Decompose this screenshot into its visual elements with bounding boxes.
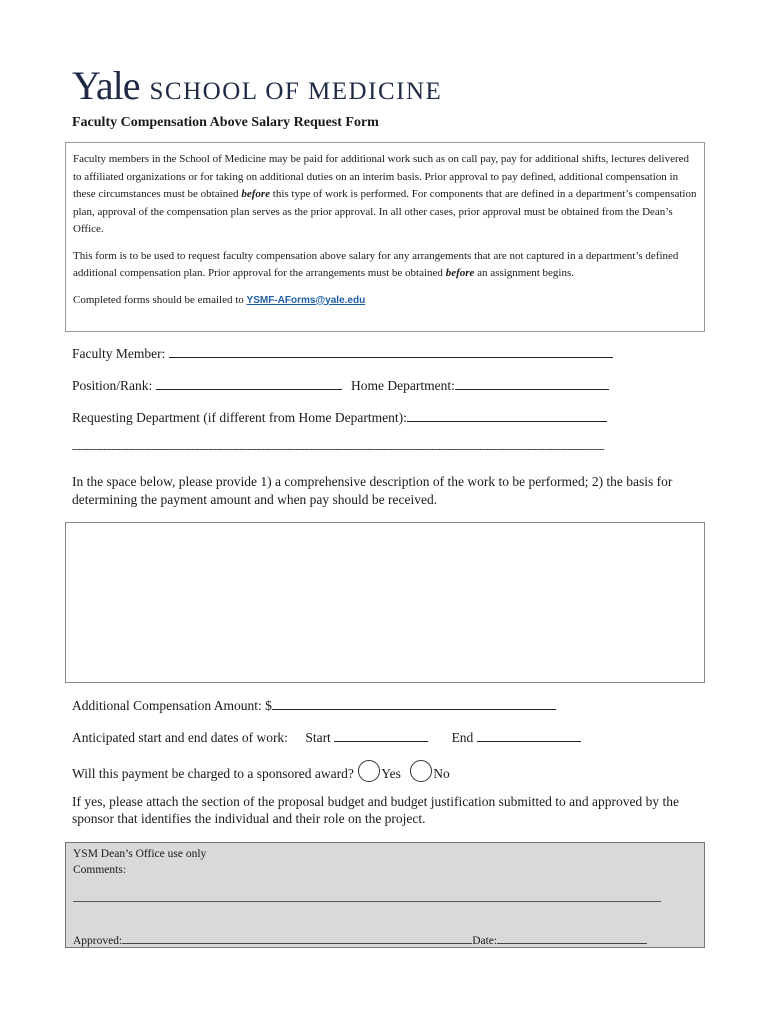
requesting-department-field[interactable] [407, 409, 607, 422]
end-date-field[interactable] [477, 729, 581, 742]
amount-field[interactable] [272, 697, 556, 710]
start-label: Start [305, 730, 331, 745]
logo-school: SCHOOL OF MEDICINE [149, 78, 443, 105]
position-rank-field[interactable] [156, 377, 342, 390]
requesting-department-row [72, 409, 607, 426]
approved-field[interactable] [122, 933, 472, 944]
description-prompt: In the space below, please provide 1) a comprehensive description of the work to be performed; 2) the basis for determining the payment amount and when pay should be received. [72, 474, 673, 507]
comments-field[interactable] [73, 901, 661, 902]
logo-yale: Yale [72, 63, 140, 108]
attach-note: If yes, please attach the section of the proposal budget and budget justification submitted to and approved by the sponsor that identifies the individual and their role on the project. [72, 794, 679, 826]
faculty-member-label: Faculty Member: [72, 346, 166, 361]
start-date-field[interactable] [334, 729, 428, 742]
no-label: No [433, 766, 450, 781]
amount-row [72, 697, 556, 714]
date-field[interactable] [497, 933, 647, 944]
yes-radio[interactable] [358, 760, 380, 782]
no-radio[interactable] [410, 760, 432, 782]
email-link[interactable]: YSMF-AForms@yale.edu [246, 294, 366, 306]
yes-label: Yes [381, 766, 401, 781]
end-label: End [451, 730, 474, 745]
sponsored-row [72, 760, 450, 782]
position-rank-label: Position/Rank: [72, 378, 153, 393]
date-label: Date: [472, 935, 498, 947]
faculty-member-row [72, 345, 613, 362]
faculty-member-field[interactable] [169, 345, 613, 358]
sponsored-question: Will this payment be charged to a sponsored award? [72, 766, 354, 781]
instructions-box [65, 142, 705, 332]
yale-school-of-medicine-logo [72, 62, 442, 109]
requesting-department-label: Requesting Department (if different from Home Department): [72, 410, 407, 425]
approval-row [73, 933, 647, 949]
section-divider: -------------------------------------------------------------------------------------------------------------------------------------------------------------------------------------------- [72, 444, 605, 455]
email-instruction: Completed forms should be emailed to YSMF-AForms@yale.edu [73, 293, 366, 306]
deans-office-box [65, 842, 705, 948]
instructions-paragraph-1: Faculty members in the School of Medicine may be paid for additional work such as on call pay, pay for additional shifts, lectures delivered to affiliated organizations or for taking on additional duties on an interim basis. Prior approval to pay defined, additional compensation in these circumstances must be obtained before this type of work is performed. For components that are defined in a department’s compensation plan, approval of the compensation plan serves as the prior approval. In all other cases, prior approval must be obtained from the Dean’s Office. [73, 153, 697, 235]
comments-label: Comments: [73, 864, 127, 876]
home-department-field[interactable] [455, 377, 609, 390]
dates-row [72, 729, 581, 746]
description-textarea[interactable] [65, 522, 705, 683]
home-department-label: Home Department: [351, 378, 455, 393]
dates-label: Anticipated start and end dates of work: [72, 730, 288, 745]
instructions-paragraph-2: This form is to be used to request faculty compensation above salary for any arrangements that are not captured in a department’s defined additional compensation plan. Prior approval for the arrangements must be obtained before an assignment begins. [73, 249, 679, 279]
form-title: Faculty Compensation Above Salary Request Form [72, 115, 379, 130]
approved-label: Approved: [73, 935, 123, 947]
position-row [72, 377, 609, 394]
office-heading: YSM Dean’s Office use only [73, 848, 207, 860]
amount-label: Additional Compensation Amount: $ [72, 698, 272, 713]
